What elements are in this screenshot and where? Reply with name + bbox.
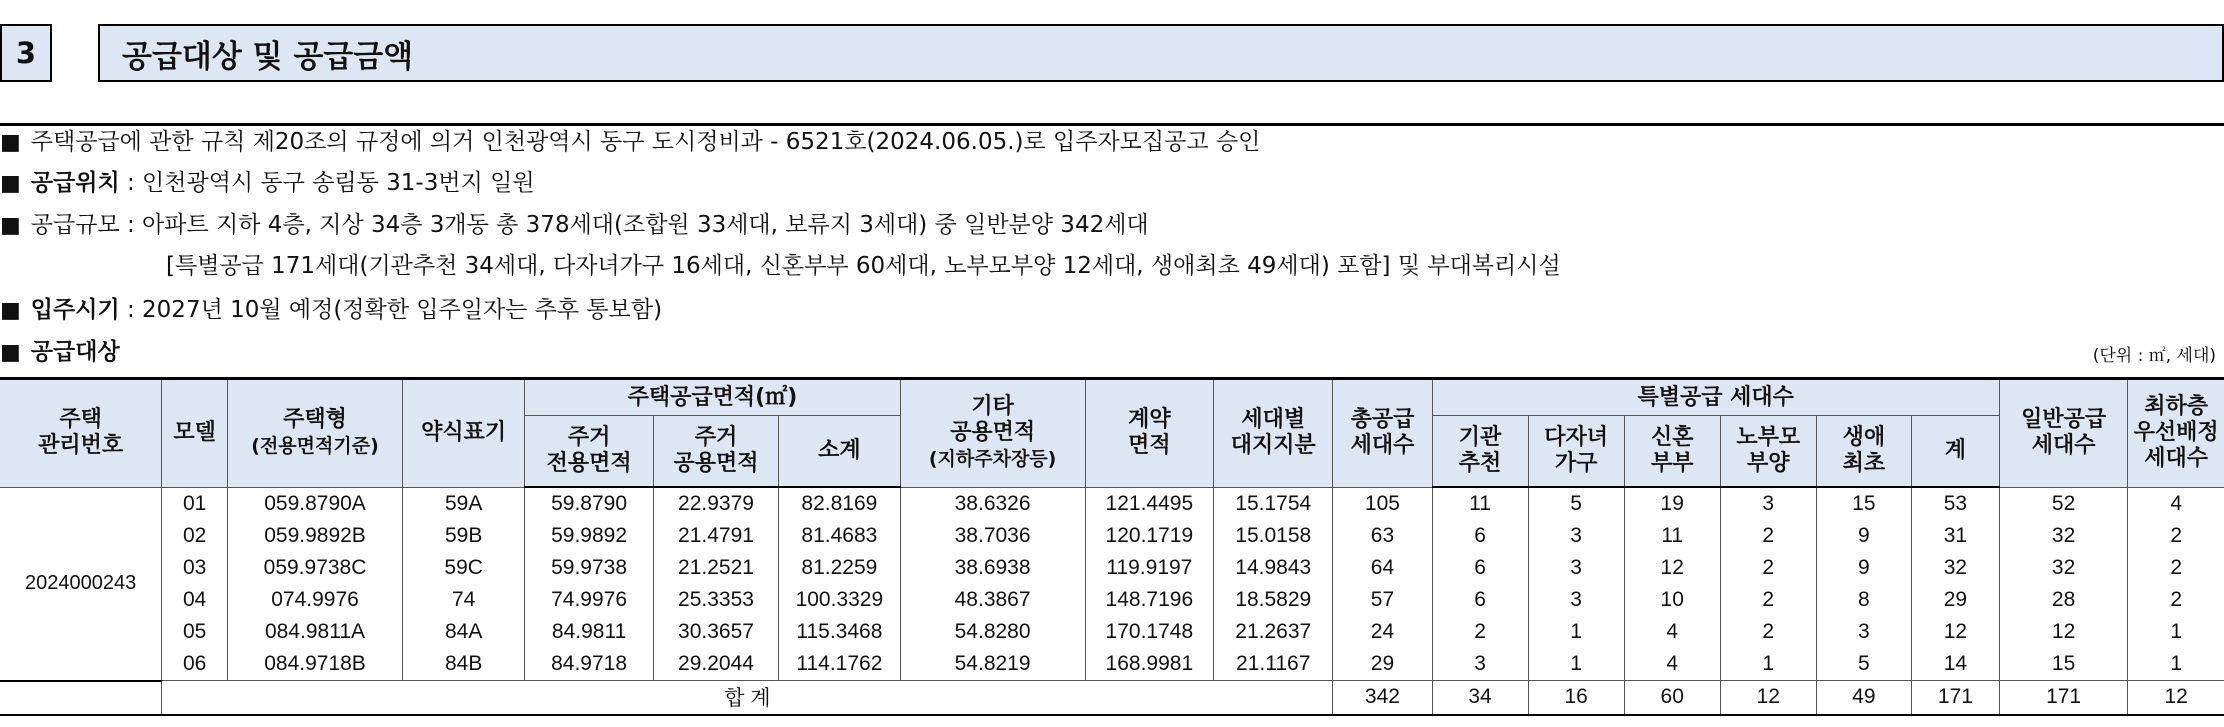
- private-area-cell: 74.9976: [525, 584, 653, 616]
- header-contract-area: 계약 면적: [1085, 379, 1213, 488]
- subtotal-cell: 81.4683: [779, 520, 900, 552]
- move-in-text: : 2027년 10월 예정(정확한 입주일자는 추후 통보함): [119, 297, 663, 323]
- header-general-supply: 일반공급 세대수: [1999, 379, 2127, 488]
- header-type: 주택형 (전용면적기준): [228, 379, 403, 488]
- table-total-row: [0, 681, 2224, 715]
- abbr-cell: 84B: [403, 648, 525, 681]
- header-elderly-parent: 노부모 부양: [1720, 416, 1816, 488]
- elderly-parent-cell: 2: [1720, 520, 1816, 552]
- model-cell: 04: [162, 584, 228, 616]
- header-model: 모델: [162, 379, 228, 488]
- table-row: [0, 552, 2224, 584]
- special-sum-cell: 32: [1911, 552, 1999, 584]
- land-share-cell: 21.2637: [1214, 616, 1333, 648]
- location-label: 공급위치: [30, 170, 120, 196]
- header-shared-area: 주거 공용면적: [653, 416, 778, 488]
- shared-area-cell: 25.3353: [653, 584, 778, 616]
- header-area-group: 주택공급면적(㎡): [525, 379, 900, 416]
- lowest-floor-cell: 2: [2128, 520, 2224, 552]
- lowest-floor-cell: 2: [2128, 584, 2224, 616]
- general-supply-cell: 52: [1999, 487, 2127, 520]
- location-text: : 인천광역시 동구 송림동 31-3번지 일원: [119, 170, 535, 196]
- supply-target-label: 공급대상: [30, 339, 120, 365]
- header-multi-child: 다자녀 가구: [1528, 416, 1624, 488]
- private-area-cell: 59.8790: [525, 487, 653, 520]
- section-divider: [0, 123, 2224, 126]
- table-row: [0, 520, 2224, 552]
- abbr-cell: 59A: [403, 487, 525, 520]
- bullet-square-icon: ■: [0, 298, 21, 323]
- type-cell: 059.9738C: [228, 552, 403, 584]
- bullet-square-icon: ■: [0, 130, 21, 155]
- general-supply-cell: 32: [1999, 552, 2127, 584]
- special-sum-cell: 31: [1911, 520, 1999, 552]
- total-supply-cell: 24: [1333, 616, 1432, 648]
- other-area-cell: 38.6326: [900, 487, 1085, 520]
- bullet-approval: [0, 127, 1260, 158]
- shared-area-cell: 30.3657: [653, 616, 778, 648]
- first-time-cell: 49: [1816, 681, 1911, 715]
- elderly-parent-cell: 2: [1720, 584, 1816, 616]
- institution-cell: 6: [1432, 552, 1528, 584]
- other-area-cell: 38.6938: [900, 552, 1085, 584]
- newlywed-cell: 4: [1624, 648, 1720, 681]
- abbr-cell: 74: [403, 584, 525, 616]
- lowest-floor-cell: 2: [2128, 552, 2224, 584]
- subtotal-cell: 114.1762: [779, 648, 900, 681]
- multi-child-cell: 3: [1528, 520, 1624, 552]
- institution-cell: 2: [1432, 616, 1528, 648]
- model-cell: 06: [162, 648, 228, 681]
- model-cell: 01: [162, 487, 228, 520]
- institution-cell: 3: [1432, 648, 1528, 681]
- elderly-parent-cell: 3: [1720, 487, 1816, 520]
- contract-area-cell: 120.1719: [1085, 520, 1213, 552]
- first-time-cell: 8: [1816, 584, 1911, 616]
- model-cell: 05: [162, 616, 228, 648]
- general-supply-cell: 15: [1999, 648, 2127, 681]
- lowest-floor-cell: 1: [2128, 648, 2224, 681]
- special-sum-cell: 53: [1911, 487, 1999, 520]
- section-number: 3: [0, 24, 52, 82]
- special-sum-cell: 171: [1911, 681, 1999, 715]
- first-time-cell: 9: [1816, 520, 1911, 552]
- newlywed-cell: 10: [1624, 584, 1720, 616]
- header-subtotal: 소계: [779, 416, 900, 488]
- bullet-supply-target: [0, 337, 120, 368]
- contract-area-cell: 170.1748: [1085, 616, 1213, 648]
- multi-child-cell: 1: [1528, 616, 1624, 648]
- model-cell: 02: [162, 520, 228, 552]
- private-area-cell: 84.9811: [525, 616, 653, 648]
- elderly-parent-cell: 2: [1720, 616, 1816, 648]
- land-share-cell: 14.9843: [1214, 552, 1333, 584]
- total-supply-cell: 57: [1333, 584, 1432, 616]
- special-sum-cell: 14: [1911, 648, 1999, 681]
- type-cell: 059.8790A: [228, 487, 403, 520]
- land-share-cell: 21.1167: [1214, 648, 1333, 681]
- total-supply-cell: 63: [1333, 520, 1432, 552]
- multi-child-cell: 3: [1528, 552, 1624, 584]
- private-area-cell: 59.9892: [525, 520, 653, 552]
- header-land-share: 세대별 대지지분: [1214, 379, 1333, 488]
- elderly-parent-cell: 12: [1720, 681, 1816, 715]
- table-row: [0, 616, 2224, 648]
- general-supply-cell: 12: [1999, 616, 2127, 648]
- model-cell: 03: [162, 552, 228, 584]
- subtotal-cell: 100.3329: [779, 584, 900, 616]
- private-area-cell: 84.9718: [525, 648, 653, 681]
- lowest-floor-cell: 12: [2128, 681, 2224, 715]
- header-special-sum: 계: [1911, 416, 1999, 488]
- bullet-square-icon: ■: [0, 213, 21, 238]
- first-time-cell: 3: [1816, 616, 1911, 648]
- lowest-floor-cell: 4: [2128, 487, 2224, 520]
- abbr-cell: 59C: [403, 552, 525, 584]
- special-sum-cell: 29: [1911, 584, 1999, 616]
- shared-area-cell: 21.2521: [653, 552, 778, 584]
- scale-continuation: [특별공급 171세대(기관추천 34세대, 다자녀가구 16세대, 신혼부부 60세대, 노부모부양 12세대, 생애최초 49세대) 포함] 및 부대복리시설: [166, 253, 1561, 279]
- institution-cell: 11: [1432, 487, 1528, 520]
- newlywed-cell: 12: [1624, 552, 1720, 584]
- bullet-square-icon: ■: [0, 171, 21, 196]
- contract-area-cell: 168.9981: [1085, 648, 1213, 681]
- header-newlywed: 신혼 부부: [1624, 416, 1720, 488]
- other-area-cell: 54.8280: [900, 616, 1085, 648]
- total-supply-cell: 64: [1333, 552, 1432, 584]
- land-share-cell: 15.0158: [1214, 520, 1333, 552]
- general-supply-cell: 28: [1999, 584, 2127, 616]
- section-title: 공급대상 및 공급금액: [98, 24, 2224, 82]
- land-share-cell: 18.5829: [1214, 584, 1333, 616]
- table-row: [0, 648, 2224, 681]
- first-time-cell: 15: [1816, 487, 1911, 520]
- first-time-cell: 9: [1816, 552, 1911, 584]
- newlywed-cell: 11: [1624, 520, 1720, 552]
- private-area-cell: 59.9738: [525, 552, 653, 584]
- newlywed-cell: 4: [1624, 616, 1720, 648]
- newlywed-cell: 60: [1624, 681, 1720, 715]
- elderly-parent-cell: 1: [1720, 648, 1816, 681]
- special-sum-cell: 12: [1911, 616, 1999, 648]
- bullet-square-icon: ■: [0, 340, 21, 365]
- other-area-cell: 38.7036: [900, 520, 1085, 552]
- contract-area-cell: 119.9197: [1085, 552, 1213, 584]
- contract-area-cell: 121.4495: [1085, 487, 1213, 520]
- contract-area-cell: 148.7196: [1085, 584, 1213, 616]
- mgmt-no-cell: 2024000243: [0, 487, 162, 681]
- subtotal-cell: 115.3468: [779, 616, 900, 648]
- general-supply-cell: 32: [1999, 520, 2127, 552]
- table-row: [0, 584, 2224, 616]
- header-special-group: 특별공급 세대수: [1432, 379, 1999, 416]
- institution-cell: 6: [1432, 584, 1528, 616]
- bullet-scale: [0, 210, 1149, 241]
- header-abbr: 약식표기: [403, 379, 525, 488]
- institution-cell: 6: [1432, 520, 1528, 552]
- total-blank-cell: [0, 681, 162, 715]
- move-in-label: 입주시기: [30, 297, 120, 323]
- abbr-cell: 59B: [403, 520, 525, 552]
- multi-child-cell: 5: [1528, 487, 1624, 520]
- header-institution: 기관 추천: [1432, 416, 1528, 488]
- shared-area-cell: 29.2044: [653, 648, 778, 681]
- abbr-cell: 84A: [403, 616, 525, 648]
- header-total-supply: 총공급 세대수: [1333, 379, 1432, 488]
- header-first-time: 생애 최초: [1816, 416, 1911, 488]
- type-cell: 074.9976: [228, 584, 403, 616]
- shared-area-cell: 22.9379: [653, 487, 778, 520]
- unit-note: (단위 : ㎡, 세대): [2092, 346, 2216, 366]
- bullet-move-in: [0, 295, 662, 326]
- total-supply-cell: 105: [1333, 487, 1432, 520]
- first-time-cell: 5: [1816, 648, 1911, 681]
- total-label-cell: 합 계: [162, 681, 1333, 715]
- header-lowest-floor: 최하층 우선배정 세대수: [2128, 379, 2224, 488]
- table-row: [0, 487, 2224, 520]
- general-supply-cell: 171: [1999, 681, 2127, 715]
- multi-child-cell: 1: [1528, 648, 1624, 681]
- type-cell: 059.9892B: [228, 520, 403, 552]
- header-private-area: 주거 전용면적: [525, 416, 653, 488]
- shared-area-cell: 21.4791: [653, 520, 778, 552]
- total-supply-cell: 342: [1333, 681, 1432, 715]
- elderly-parent-cell: 2: [1720, 552, 1816, 584]
- total-supply-cell: 29: [1333, 648, 1432, 681]
- other-area-cell: 48.3867: [900, 584, 1085, 616]
- type-cell: 084.9811A: [228, 616, 403, 648]
- supply-table: [0, 377, 2224, 716]
- bullet-location: [0, 168, 535, 199]
- header-other-area: 기타 공용면적 (지하주차장등): [900, 379, 1085, 488]
- multi-child-cell: 3: [1528, 584, 1624, 616]
- other-area-cell: 54.8219: [900, 648, 1085, 681]
- subtotal-cell: 82.8169: [779, 487, 900, 520]
- scale-text: 공급규모 : 아파트 지하 4층, 지상 34층 3개동 총 378세대(조합원 33세대, 보류지 3세대) 중 일반분양 342세대: [30, 212, 1149, 238]
- institution-cell: 34: [1432, 681, 1528, 715]
- subtotal-cell: 81.2259: [779, 552, 900, 584]
- lowest-floor-cell: 1: [2128, 616, 2224, 648]
- newlywed-cell: 19: [1624, 487, 1720, 520]
- type-cell: 084.9718B: [228, 648, 403, 681]
- approval-text: 주택공급에 관한 규칙 제20조의 규정에 의거 인천광역시 동구 도시정비과 - 6521호(2024.06.05.)로 입주자모집공고 승인: [30, 129, 1261, 155]
- land-share-cell: 15.1754: [1214, 487, 1333, 520]
- multi-child-cell: 16: [1528, 681, 1624, 715]
- header-mgmt-no: 주택 관리번호: [0, 379, 162, 488]
